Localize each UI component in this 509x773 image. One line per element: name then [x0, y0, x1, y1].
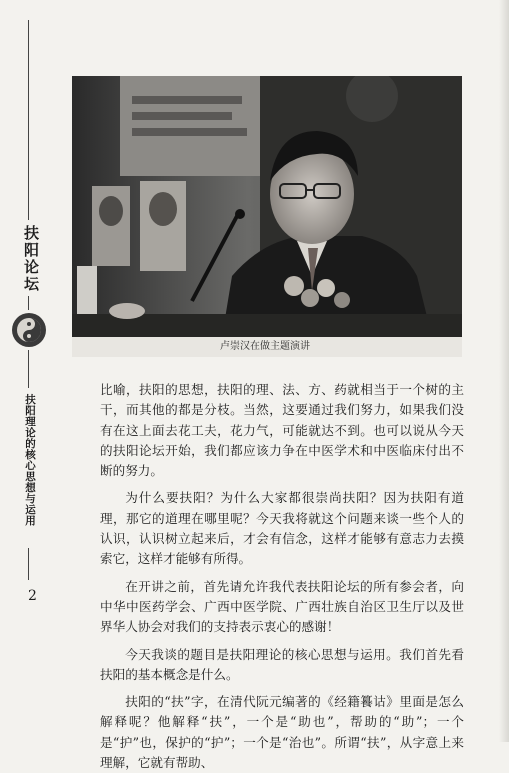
sidebar-rule-mid — [28, 296, 29, 310]
page-edge-shadow — [499, 0, 509, 742]
taiji-emblem-icon — [11, 312, 47, 348]
speaker-photo — [72, 76, 462, 337]
sidebar-rule-top — [28, 20, 29, 220]
chapter-title: 扶阳理论的核心思想与运用 — [24, 394, 36, 526]
page-number: 2 — [28, 588, 37, 604]
paragraph: 扶阳的“扶”字，在清代阮元编著的《经籍籑诂》里面是怎么解释呢？他解释“扶”，一个是“助也”，帮助的“助”；一个是“护”也，保护的“护”；一个是“治也”。所谓“扶”，从字意上来理解，它就有帮助、 — [100, 694, 464, 771]
photo-caption: 卢崇汉在做主题演讲 — [72, 337, 462, 357]
body-text — [100, 380, 464, 773]
sidebar-rule-lower — [28, 350, 29, 388]
book-title: 扶阳论坛 — [22, 225, 40, 293]
paragraph: 在开讲之前，首先请允许我代表扶阳论坛的所有参会者，向中华中医药学会、广西中医学院、广西壮族自治区卫生厅以及世界华人协会对我们的支持表示衷心的感谢！ — [100, 578, 464, 635]
sidebar-rule-bottom — [28, 548, 29, 580]
paragraph: 为什么要扶阳？为什么大家都很崇尚扶阳？因为扶阳有道理，那它的道理在哪里呢？今天我将就这个问题来谈一些个人的认识，认识树立起来后，才会有信念，这样才能够有意志力去摸索它，这样才能够有所得。 — [100, 490, 464, 567]
paragraph: 比喻，扶阳的思想，扶阳的理、法、方、药就相当于一个树的主干，而其他的都是分枝。当然，这要通过我们努力，如果我们没有在这上面去花工夫，花力气，可能就达不到。也可以说从今天的扶阳论坛开始，我们都应该力争在中医学术和中医临床付出不断的努力。 — [100, 382, 464, 479]
paragraph: 今天我谈的题目是扶阳理论的核心思想与运用。我们首先看扶阳的基本概念是什么。 — [100, 646, 464, 682]
